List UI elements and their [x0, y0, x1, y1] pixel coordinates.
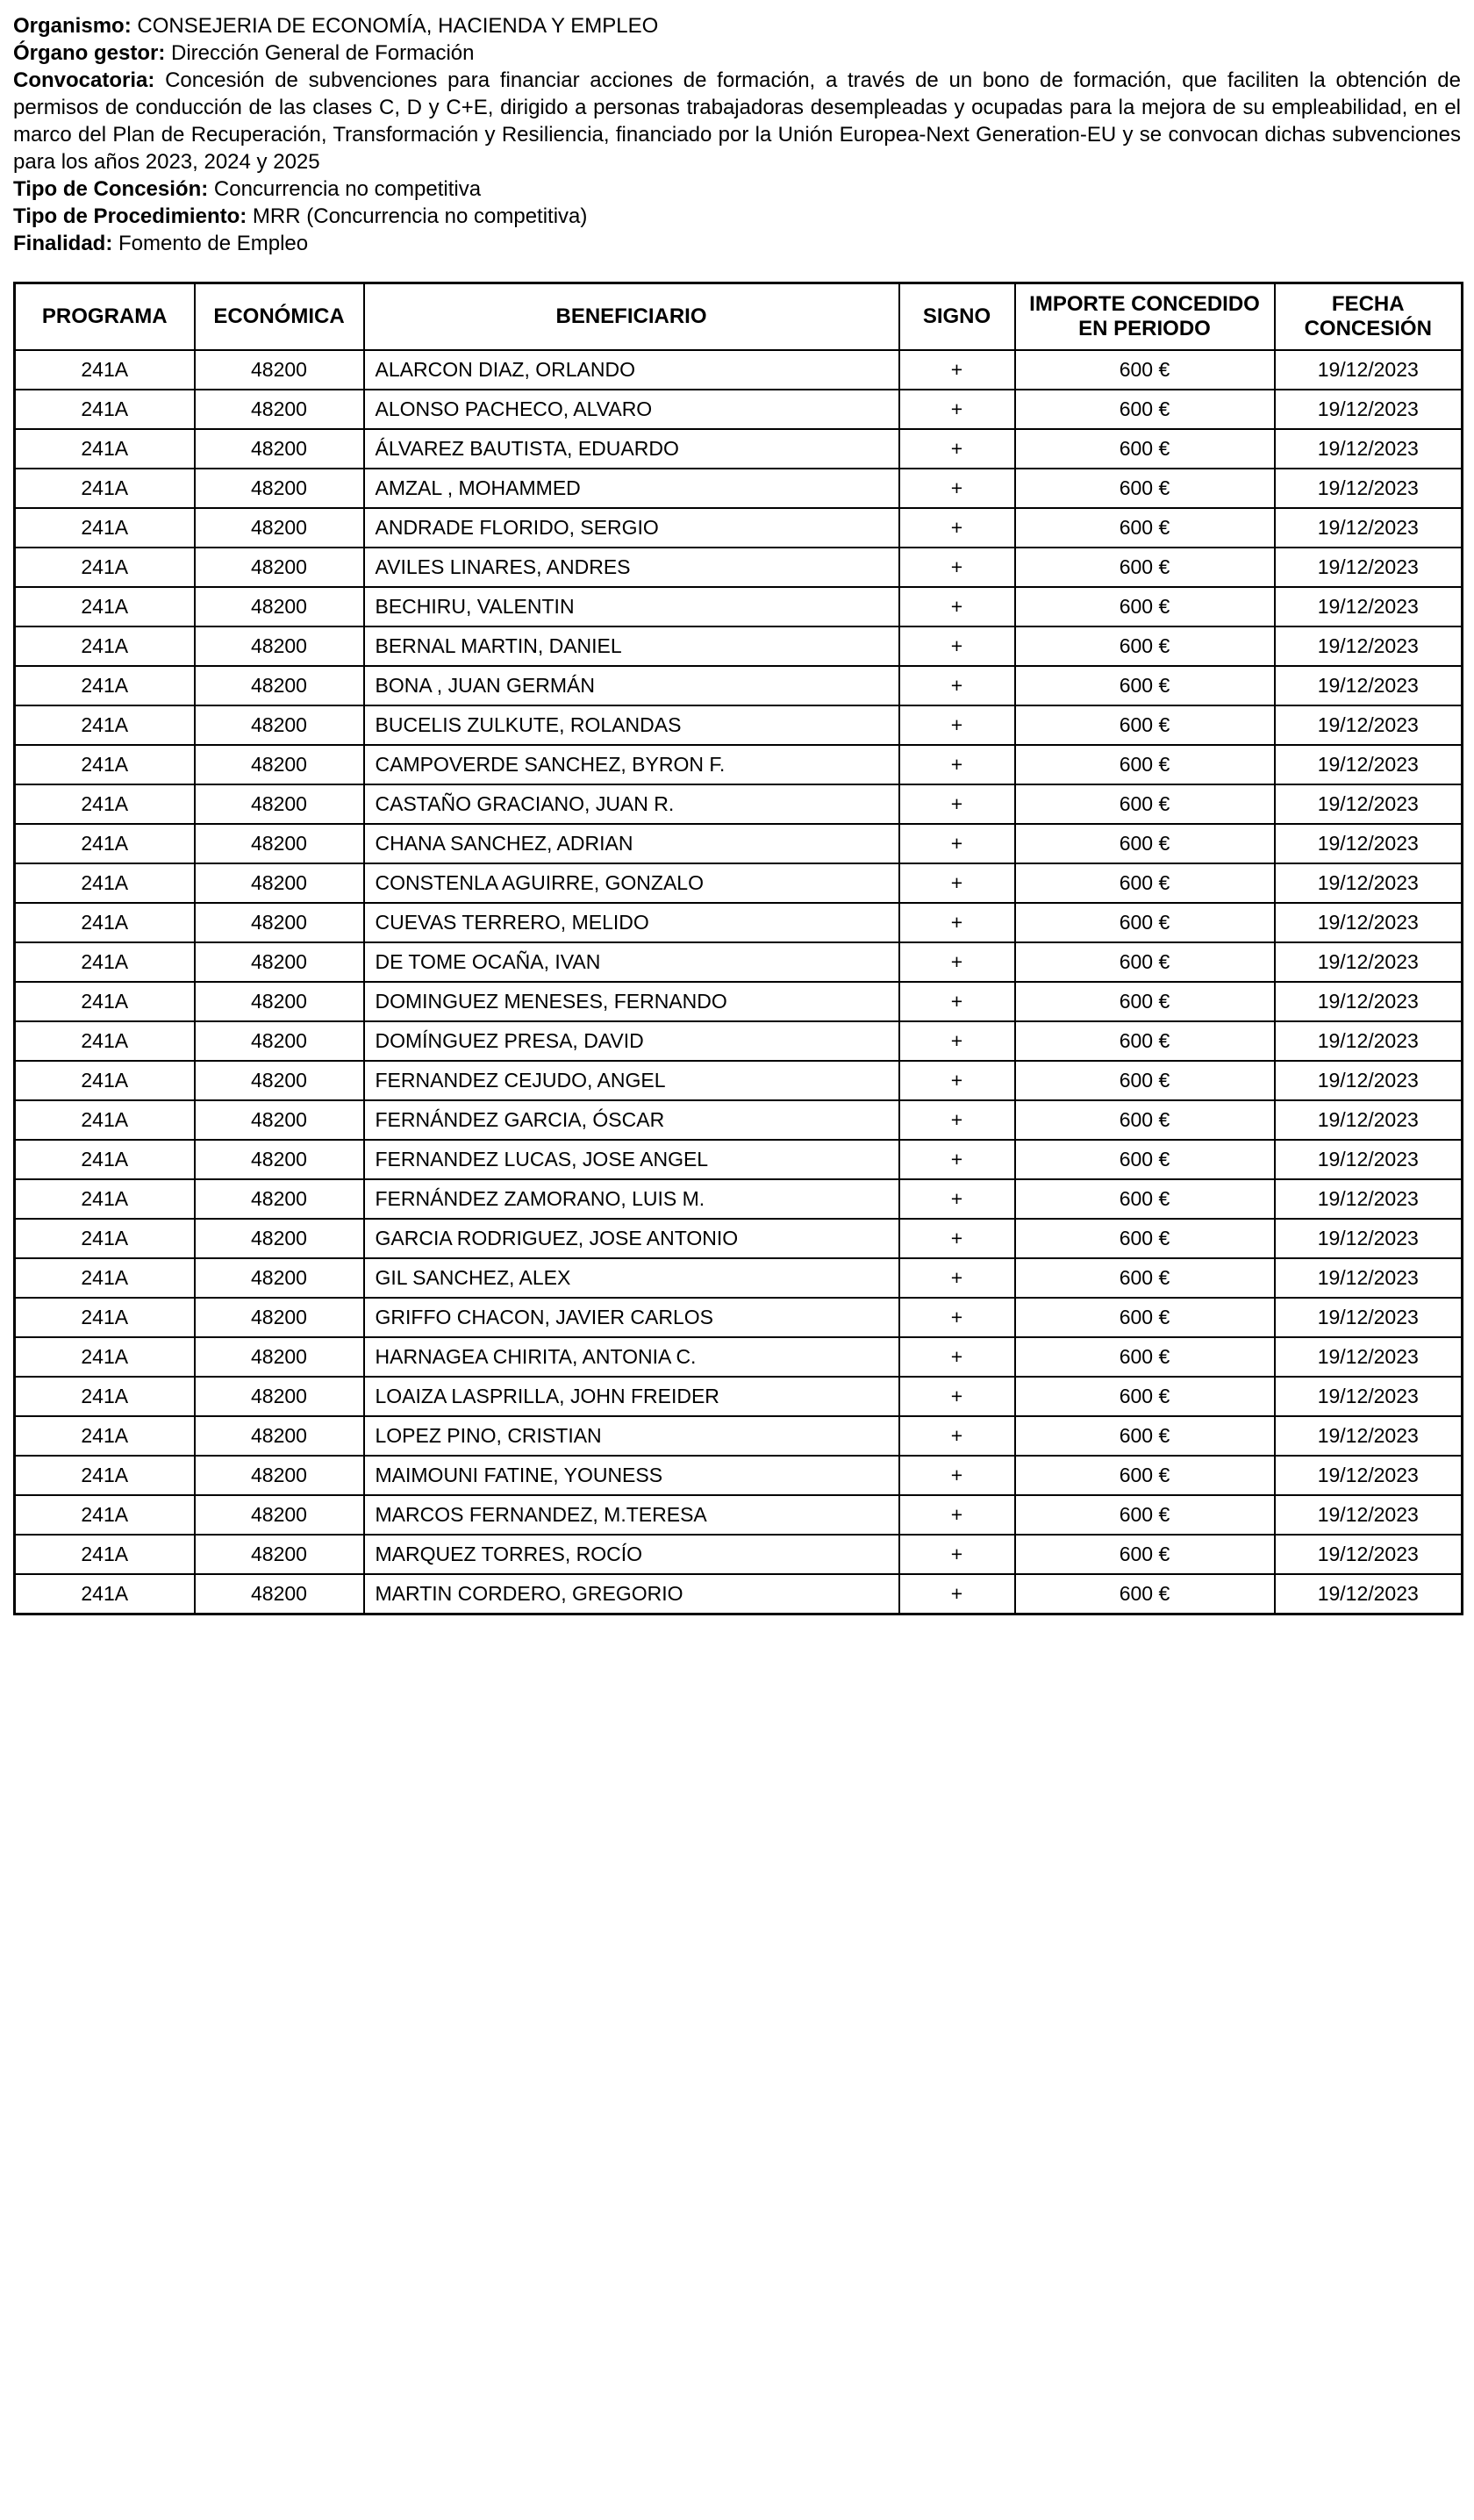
column-header-programa: PROGRAMA: [15, 283, 195, 351]
cell-economica: 48200: [195, 350, 364, 390]
cell-importe: 600 €: [1015, 1416, 1275, 1456]
cell-fecha: 19/12/2023: [1275, 863, 1463, 903]
cell-economica: 48200: [195, 1100, 364, 1140]
table-row: [15, 1456, 1463, 1495]
header-field-4: Tipo de Procedimiento: MRR (Concurrencia no competitiva): [13, 204, 588, 228]
table-row: [15, 1258, 1463, 1298]
cell-signo: +: [899, 863, 1015, 903]
cell-economica: 48200: [195, 982, 364, 1021]
cell-importe: 600 €: [1015, 548, 1275, 587]
table-row: [15, 1140, 1463, 1179]
cell-importe: 600 €: [1015, 784, 1275, 824]
cell-beneficiario: MARCOS FERNANDEZ, M.TERESA: [364, 1495, 899, 1535]
table-row: [15, 508, 1463, 548]
cell-economica: 48200: [195, 390, 364, 429]
cell-beneficiario: MARQUEZ TORRES, ROCÍO: [364, 1535, 899, 1574]
cell-beneficiario: ALONSO PACHECO, ALVARO: [364, 390, 899, 429]
cell-fecha: 19/12/2023: [1275, 942, 1463, 982]
cell-importe: 600 €: [1015, 508, 1275, 548]
table-row: [15, 1100, 1463, 1140]
table-row: [15, 1337, 1463, 1377]
cell-fecha: 19/12/2023: [1275, 1219, 1463, 1258]
cell-fecha: 19/12/2023: [1275, 429, 1463, 469]
cell-economica: 48200: [195, 469, 364, 508]
cell-importe: 600 €: [1015, 350, 1275, 390]
cell-importe: 600 €: [1015, 1179, 1275, 1219]
cell-economica: 48200: [195, 824, 364, 863]
cell-economica: 48200: [195, 587, 364, 626]
cell-signo: +: [899, 942, 1015, 982]
cell-signo: +: [899, 626, 1015, 666]
cell-economica: 48200: [195, 1258, 364, 1298]
cell-signo: +: [899, 1179, 1015, 1219]
table-row: [15, 390, 1463, 429]
table-row: [15, 1377, 1463, 1416]
cell-fecha: 19/12/2023: [1275, 1535, 1463, 1574]
cell-signo: +: [899, 1416, 1015, 1456]
cell-importe: 600 €: [1015, 1574, 1275, 1614]
cell-signo: +: [899, 1377, 1015, 1416]
cell-fecha: 19/12/2023: [1275, 548, 1463, 587]
cell-programa: 241A: [15, 1574, 195, 1614]
cell-fecha: 19/12/2023: [1275, 1495, 1463, 1535]
cell-beneficiario: CASTAÑO GRACIANO, JUAN R.: [364, 784, 899, 824]
cell-economica: 48200: [195, 1495, 364, 1535]
cell-fecha: 19/12/2023: [1275, 1456, 1463, 1495]
column-header-economica: ECONÓMICA: [195, 283, 364, 351]
header-field-0: Organismo: CONSEJERIA DE ECONOMÍA, HACIENDA Y EMPLEO: [13, 14, 659, 38]
cell-beneficiario: HARNAGEA CHIRITA, ANTONIA C.: [364, 1337, 899, 1377]
cell-importe: 600 €: [1015, 390, 1275, 429]
table-row: [15, 1574, 1463, 1614]
cell-importe: 600 €: [1015, 1377, 1275, 1416]
table-row: [15, 587, 1463, 626]
cell-programa: 241A: [15, 1021, 195, 1061]
cell-fecha: 19/12/2023: [1275, 390, 1463, 429]
table-row: [15, 863, 1463, 903]
header-field-label: Organismo:: [13, 14, 132, 38]
cell-beneficiario: GIL SANCHEZ, ALEX: [364, 1258, 899, 1298]
cell-signo: +: [899, 666, 1015, 705]
table-row: [15, 903, 1463, 942]
cell-beneficiario: MARTIN CORDERO, GREGORIO: [364, 1574, 899, 1614]
cell-economica: 48200: [195, 429, 364, 469]
cell-beneficiario: LOAIZA LASPRILLA, JOHN FREIDER: [364, 1377, 899, 1416]
cell-fecha: 19/12/2023: [1275, 587, 1463, 626]
cell-programa: 241A: [15, 1100, 195, 1140]
cell-signo: +: [899, 1219, 1015, 1258]
cell-signo: +: [899, 1456, 1015, 1495]
table-row: [15, 666, 1463, 705]
table-row: [15, 1535, 1463, 1574]
cell-fecha: 19/12/2023: [1275, 784, 1463, 824]
cell-programa: 241A: [15, 587, 195, 626]
cell-signo: +: [899, 1100, 1015, 1140]
cell-economica: 48200: [195, 1337, 364, 1377]
table-body: [15, 350, 1463, 1614]
cell-fecha: 19/12/2023: [1275, 745, 1463, 784]
cell-economica: 48200: [195, 1061, 364, 1100]
cell-importe: 600 €: [1015, 1061, 1275, 1100]
cell-fecha: 19/12/2023: [1275, 1574, 1463, 1614]
cell-economica: 48200: [195, 942, 364, 982]
cell-economica: 48200: [195, 1140, 364, 1179]
cell-beneficiario: BONA , JUAN GERMÁN: [364, 666, 899, 705]
cell-beneficiario: BUCELIS ZULKUTE, ROLANDAS: [364, 705, 899, 745]
cell-beneficiario: ANDRADE FLORIDO, SERGIO: [364, 508, 899, 548]
cell-signo: +: [899, 350, 1015, 390]
table-row: [15, 705, 1463, 745]
table-row: [15, 469, 1463, 508]
cell-economica: 48200: [195, 548, 364, 587]
header-field-label: Finalidad:: [13, 232, 113, 255]
table-row: [15, 745, 1463, 784]
cell-programa: 241A: [15, 982, 195, 1021]
cell-fecha: 19/12/2023: [1275, 1377, 1463, 1416]
cell-signo: +: [899, 1258, 1015, 1298]
cell-economica: 48200: [195, 1535, 364, 1574]
cell-economica: 48200: [195, 1456, 364, 1495]
cell-programa: 241A: [15, 1298, 195, 1337]
cell-economica: 48200: [195, 784, 364, 824]
cell-beneficiario: CONSTENLA AGUIRRE, GONZALO: [364, 863, 899, 903]
cell-beneficiario: FERNANDEZ LUCAS, JOSE ANGEL: [364, 1140, 899, 1179]
column-header-fecha: FECHA CONCESIÓN: [1275, 283, 1463, 351]
cell-signo: +: [899, 1337, 1015, 1377]
cell-economica: 48200: [195, 863, 364, 903]
cell-economica: 48200: [195, 1416, 364, 1456]
cell-programa: 241A: [15, 903, 195, 942]
cell-signo: +: [899, 1140, 1015, 1179]
cell-signo: +: [899, 705, 1015, 745]
beneficiaries-table: [13, 282, 1463, 1615]
cell-beneficiario: FERNANDEZ CEJUDO, ANGEL: [364, 1061, 899, 1100]
header-field-label: Convocatoria:: [13, 68, 155, 92]
cell-importe: 600 €: [1015, 1258, 1275, 1298]
cell-signo: +: [899, 469, 1015, 508]
cell-signo: +: [899, 1535, 1015, 1574]
cell-programa: 241A: [15, 745, 195, 784]
cell-beneficiario: ÁLVAREZ BAUTISTA, EDUARDO: [364, 429, 899, 469]
cell-signo: +: [899, 1495, 1015, 1535]
header-field-2: Convocatoria: Concesión de subvenciones para financiar acciones de formación, a través de un bono de formación, que faciliten la obtención de permisos de conducción de las clases C, D y C+E, dirigido a personas trabajadoras desempleadas y ocupadas para la mejora de su empleabilidad, en el marco del Plan de Recuperación, Transformación y Resiliencia, financiado por la Unión Europea-Next Generation-EU y se convocan dichas subvenciones para los años 2023, 2024 y 2025: [13, 68, 1461, 174]
cell-programa: 241A: [15, 1495, 195, 1535]
cell-programa: 241A: [15, 350, 195, 390]
cell-signo: +: [899, 784, 1015, 824]
cell-signo: +: [899, 390, 1015, 429]
cell-fecha: 19/12/2023: [1275, 1337, 1463, 1377]
column-header-beneficiario: BENEFICIARIO: [364, 283, 899, 351]
cell-importe: 600 €: [1015, 1495, 1275, 1535]
header-field-1: Órgano gestor: Dirección General de Formación: [13, 41, 475, 65]
cell-beneficiario: FERNÁNDEZ GARCIA, ÓSCAR: [364, 1100, 899, 1140]
cell-importe: 600 €: [1015, 1219, 1275, 1258]
table-row: [15, 548, 1463, 587]
cell-programa: 241A: [15, 390, 195, 429]
cell-signo: +: [899, 824, 1015, 863]
table-row: [15, 1021, 1463, 1061]
cell-beneficiario: CUEVAS TERRERO, MELIDO: [364, 903, 899, 942]
cell-programa: 241A: [15, 784, 195, 824]
cell-fecha: 19/12/2023: [1275, 1100, 1463, 1140]
cell-programa: 241A: [15, 1140, 195, 1179]
cell-programa: 241A: [15, 1416, 195, 1456]
cell-programa: 241A: [15, 469, 195, 508]
cell-beneficiario: CAMPOVERDE SANCHEZ, BYRON F.: [364, 745, 899, 784]
table-row: [15, 1219, 1463, 1258]
cell-programa: 241A: [15, 508, 195, 548]
table-row: [15, 1061, 1463, 1100]
cell-signo: +: [899, 508, 1015, 548]
cell-programa: 241A: [15, 942, 195, 982]
cell-signo: +: [899, 1021, 1015, 1061]
cell-economica: 48200: [195, 626, 364, 666]
cell-programa: 241A: [15, 1535, 195, 1574]
cell-programa: 241A: [15, 626, 195, 666]
cell-beneficiario: BECHIRU, VALENTIN: [364, 587, 899, 626]
cell-signo: +: [899, 982, 1015, 1021]
cell-programa: 241A: [15, 1337, 195, 1377]
cell-programa: 241A: [15, 1456, 195, 1495]
table-row: [15, 784, 1463, 824]
cell-signo: +: [899, 587, 1015, 626]
table-row: [15, 350, 1463, 390]
cell-importe: 600 €: [1015, 863, 1275, 903]
cell-importe: 600 €: [1015, 705, 1275, 745]
table-row: [15, 1495, 1463, 1535]
cell-economica: 48200: [195, 508, 364, 548]
header-field-label: Tipo de Procedimiento:: [13, 204, 247, 228]
cell-fecha: 19/12/2023: [1275, 1179, 1463, 1219]
cell-economica: 48200: [195, 745, 364, 784]
cell-economica: 48200: [195, 1377, 364, 1416]
cell-importe: 600 €: [1015, 666, 1275, 705]
cell-fecha: 19/12/2023: [1275, 469, 1463, 508]
cell-fecha: 19/12/2023: [1275, 1021, 1463, 1061]
cell-signo: +: [899, 1298, 1015, 1337]
cell-signo: +: [899, 1574, 1015, 1614]
cell-importe: 600 €: [1015, 1298, 1275, 1337]
cell-importe: 600 €: [1015, 626, 1275, 666]
cell-importe: 600 €: [1015, 942, 1275, 982]
cell-fecha: 19/12/2023: [1275, 1061, 1463, 1100]
table-row: [15, 626, 1463, 666]
cell-fecha: 19/12/2023: [1275, 1140, 1463, 1179]
cell-economica: 48200: [195, 1179, 364, 1219]
cell-programa: 241A: [15, 548, 195, 587]
cell-importe: 600 €: [1015, 745, 1275, 784]
header-field-3: Tipo de Concesión: Concurrencia no competitiva: [13, 177, 482, 201]
cell-signo: +: [899, 1061, 1015, 1100]
cell-fecha: 19/12/2023: [1275, 705, 1463, 745]
cell-beneficiario: BERNAL MARTIN, DANIEL: [364, 626, 899, 666]
cell-signo: +: [899, 745, 1015, 784]
cell-programa: 241A: [15, 705, 195, 745]
cell-signo: +: [899, 903, 1015, 942]
cell-beneficiario: GRIFFO CHACON, JAVIER CARLOS: [364, 1298, 899, 1337]
cell-programa: 241A: [15, 863, 195, 903]
cell-fecha: 19/12/2023: [1275, 1416, 1463, 1456]
column-header-signo: SIGNO: [899, 283, 1015, 351]
document-header: [13, 12, 1461, 257]
cell-programa: 241A: [15, 1219, 195, 1258]
cell-programa: 241A: [15, 666, 195, 705]
cell-beneficiario: DE TOME OCAÑA, IVAN: [364, 942, 899, 982]
table-row: [15, 824, 1463, 863]
cell-programa: 241A: [15, 429, 195, 469]
cell-economica: 48200: [195, 666, 364, 705]
cell-beneficiario: DOMÍNGUEZ PRESA, DAVID: [364, 1021, 899, 1061]
cell-economica: 48200: [195, 1219, 364, 1258]
cell-programa: 241A: [15, 1377, 195, 1416]
cell-beneficiario: LOPEZ PINO, CRISTIAN: [364, 1416, 899, 1456]
cell-beneficiario: MAIMOUNI FATINE, YOUNESS: [364, 1456, 899, 1495]
table-row: [15, 1416, 1463, 1456]
cell-importe: 600 €: [1015, 469, 1275, 508]
cell-fecha: 19/12/2023: [1275, 508, 1463, 548]
cell-importe: 600 €: [1015, 1535, 1275, 1574]
cell-importe: 600 €: [1015, 824, 1275, 863]
cell-economica: 48200: [195, 1021, 364, 1061]
column-header-importe: IMPORTE CONCEDIDO EN PERIODO: [1015, 283, 1275, 351]
cell-beneficiario: GARCIA RODRIGUEZ, JOSE ANTONIO: [364, 1219, 899, 1258]
cell-fecha: 19/12/2023: [1275, 1258, 1463, 1298]
table-row: [15, 982, 1463, 1021]
cell-signo: +: [899, 429, 1015, 469]
header-field-label: Órgano gestor:: [13, 41, 166, 65]
table-header-row: [15, 283, 1463, 351]
cell-programa: 241A: [15, 1179, 195, 1219]
table-header: [15, 283, 1463, 351]
cell-beneficiario: ALARCON DIAZ, ORLANDO: [364, 350, 899, 390]
cell-importe: 600 €: [1015, 587, 1275, 626]
table-row: [15, 1298, 1463, 1337]
cell-fecha: 19/12/2023: [1275, 666, 1463, 705]
table-row: [15, 1179, 1463, 1219]
cell-programa: 241A: [15, 824, 195, 863]
header-field-5: Finalidad: Fomento de Empleo: [13, 232, 309, 255]
cell-fecha: 19/12/2023: [1275, 626, 1463, 666]
cell-beneficiario: FERNÁNDEZ ZAMORANO, LUIS M.: [364, 1179, 899, 1219]
cell-importe: 600 €: [1015, 982, 1275, 1021]
cell-importe: 600 €: [1015, 1021, 1275, 1061]
cell-fecha: 19/12/2023: [1275, 350, 1463, 390]
cell-importe: 600 €: [1015, 1100, 1275, 1140]
cell-beneficiario: AMZAL , MOHAMMED: [364, 469, 899, 508]
cell-beneficiario: CHANA SANCHEZ, ADRIAN: [364, 824, 899, 863]
cell-importe: 600 €: [1015, 1337, 1275, 1377]
cell-importe: 600 €: [1015, 1140, 1275, 1179]
cell-beneficiario: AVILES LINARES, ANDRES: [364, 548, 899, 587]
table-row: [15, 429, 1463, 469]
cell-fecha: 19/12/2023: [1275, 1298, 1463, 1337]
header-field-label: Tipo de Concesión:: [13, 177, 209, 201]
cell-signo: +: [899, 548, 1015, 587]
cell-economica: 48200: [195, 705, 364, 745]
cell-economica: 48200: [195, 903, 364, 942]
table-row: [15, 942, 1463, 982]
cell-economica: 48200: [195, 1574, 364, 1614]
cell-importe: 600 €: [1015, 903, 1275, 942]
cell-programa: 241A: [15, 1061, 195, 1100]
cell-fecha: 19/12/2023: [1275, 903, 1463, 942]
cell-economica: 48200: [195, 1298, 364, 1337]
cell-importe: 600 €: [1015, 1456, 1275, 1495]
cell-fecha: 19/12/2023: [1275, 824, 1463, 863]
cell-programa: 241A: [15, 1258, 195, 1298]
cell-beneficiario: DOMINGUEZ MENESES, FERNANDO: [364, 982, 899, 1021]
cell-fecha: 19/12/2023: [1275, 982, 1463, 1021]
cell-importe: 600 €: [1015, 429, 1275, 469]
